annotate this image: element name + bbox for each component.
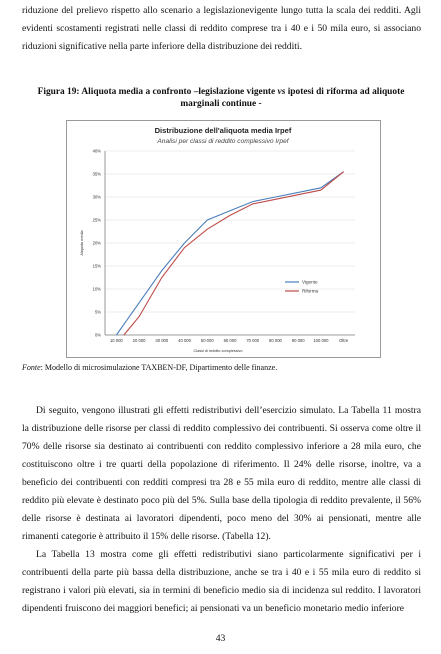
chart-y-axis-label: Aliquota media [80,230,84,256]
x-tick-label: Oltre [339,338,349,343]
figure-title-part1: Figura 19: Aliquota media a confronto –legislazione vigente [37,87,278,97]
chart-legend [285,280,319,294]
x-tick-label: 100 000 [313,338,329,343]
figure-title-part2: ipotesi di riforma ad aliquote marginali continue - [180,87,405,109]
legend-label: Vigente [302,279,318,285]
y-tick-label: 35% [92,171,101,177]
y-tick-label: 0% [94,332,101,338]
chart-x-axis-label: Classi di reddito complessivo [193,349,243,353]
chart-series [116,172,343,335]
x-tick-label: 70 000 [246,338,260,343]
x-tick-label: 10 000 [109,338,123,343]
chart-svg [67,121,380,357]
x-tick-label: 20 000 [132,338,146,343]
figure-title [34,86,408,110]
y-tick-label: 10% [92,286,101,292]
body-paragraph-1: Di seguito, vengono illustrati gli effetti redistributivi dell’esercizio simulato. La Tabella 11 mostra la distribuzione delle risorse per classi di reddito complessivo dei contribuenti. Si osserva come oltre il 70% delle risorse sia destinato ai contribuenti con reddito complessivo inferiore a 28 mila euro, che costituiscono oltre i tre quarti della popolazione di riferimento. Il 24% delle risorse, inoltre, va a beneficio dei contribuenti con redditi compresi tra 28 e 55 mila euro di reddito, mentre alle classi di reddito più elevate è destinato poco più del 5%. Sulla base della tipologia di reddito prevalente, il 56% delle risorse è destinata ai lavoratori dipendenti, poco meno del 30% ai pensionati, mentre alle rimanenti categorie è attribuito il 15% delle risorse. (Tabella 12). [22,405,421,542]
y-tick-label: 40% [92,148,101,154]
series-line-vigente [116,172,343,335]
chart-title: Distribuzione dell'aliquota media Irpef [154,126,292,135]
legend-label: Riforma [302,288,319,294]
x-tick-label: 50 000 [200,338,214,343]
chart-subtitle: Analisi per classi di reddito complessivo Irpef [157,138,289,145]
y-tick-label: 30% [92,194,101,200]
source-text: : Modello di microsimulazione TAXBEN-DF, Dipartimento delle finanze. [40,363,278,372]
page-number: 43 [215,633,226,644]
x-tick-label: 40 000 [178,338,191,343]
y-tick-label: 5% [94,309,101,315]
x-tick-label: 60 000 [223,338,237,343]
y-tick-label: 15% [92,263,101,269]
y-tick-label: 20% [92,240,101,246]
x-tick-label: 30 000 [155,338,169,343]
source-label: Fonte [22,363,41,372]
chart-grid [105,151,355,335]
body-paragraph-2: La Tabella 13 mostra come gli effetti redistributivi siano particolarmente significativi per i contribuenti della parte più bassa della distribuzione, anche se tra i 40 e i 55 mila euro di reddito si registrano i valori più elevati, sia in termini di beneficio medio sia di incidenza sul reddito. I lavoratori dipendenti fruiscono dei maggiori benefici; ai pensionati va un beneficio monetario medio inferiore [22,549,421,614]
series-line-riforma [124,172,344,335]
intro-paragraph: riduzione del prelievo rispetto allo scenario a legislazionevigente lungo tutta la scala dei redditi. Agli evidenti scostamenti registrati nelle classi di reddito comprese tra i 40 e i 50 mila euro, si associano riduzioni significative nella parte inferiore della distribuzione dei redditi. [22,5,421,52]
figure-title-vs: vs [277,87,286,97]
figure-source [22,363,277,372]
y-tick-label: 25% [92,217,101,223]
x-tick-label: 80 000 [269,338,282,343]
chart-container [66,120,381,358]
x-tick-label: 90 000 [291,338,305,343]
